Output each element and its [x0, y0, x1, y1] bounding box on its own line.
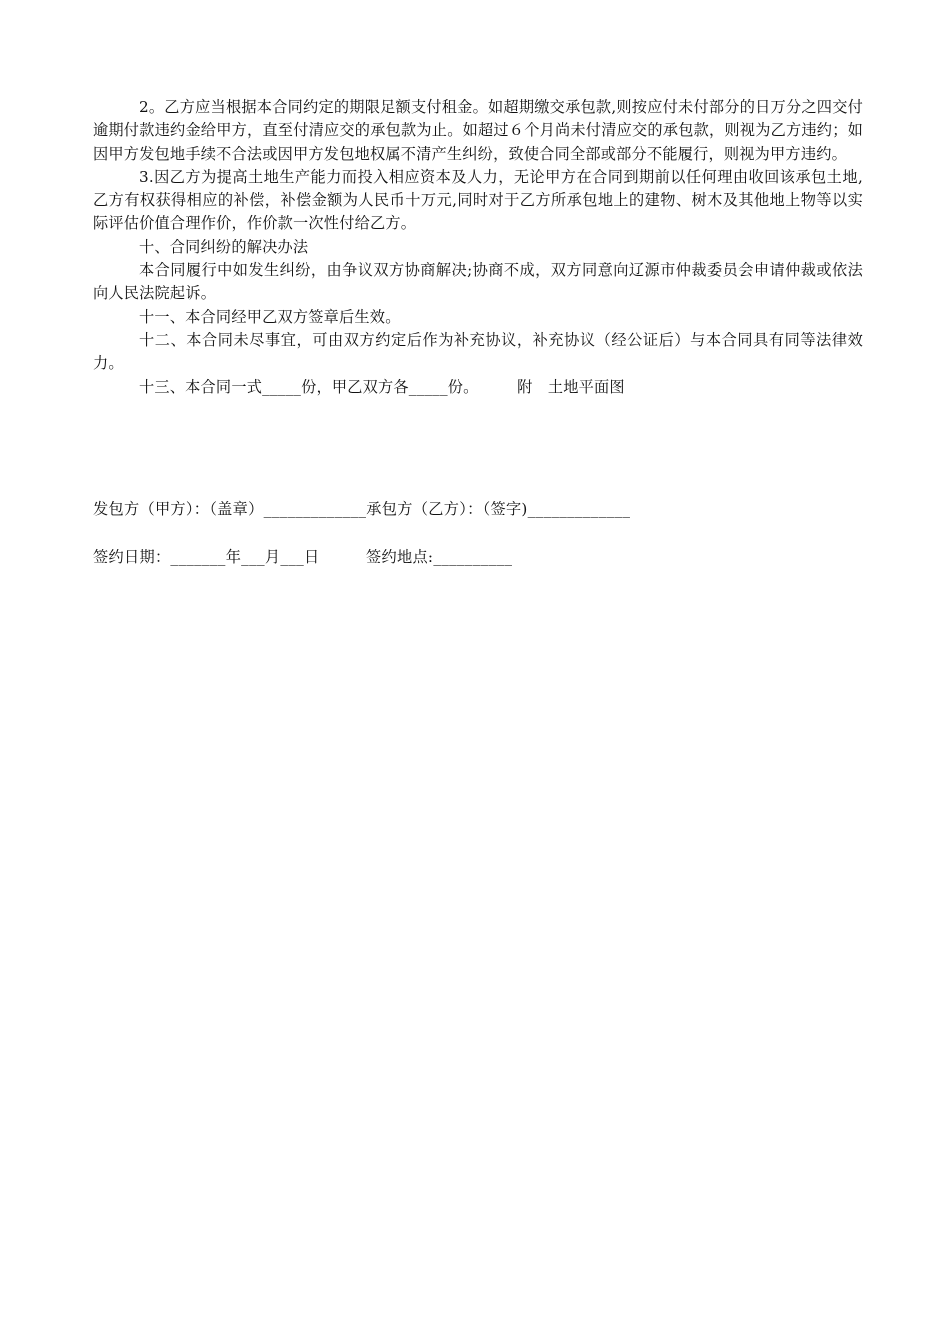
party-signature-line: 发包方（甲方）：（盖章）_____________承包方（乙方）：（签字)_____________ [93, 500, 631, 518]
section-10-heading: 十、合同纠纷的解决办法 [139, 237, 309, 256]
clause-3-compensation: 3.因乙方为提高土地生产能力而投入相应资本及人力，无论甲方在合同到期前以任何理由收回该承包土地,乙方有权获得相应的补偿，补偿金额为人民币十万元,同时对于乙方所承包地上的建物、树木及其他地上物等以实际评估价值合理作价，作价款一次性付给乙方。 [93, 167, 863, 233]
section-13: 十三、本合同一式_____份，甲乙双方各_____份。 附 土地平面图 [139, 377, 625, 396]
contract-body [93, 96, 863, 399]
clause-2-payment: 2。乙方应当根据本合同约定的期限足额支付租金。如超期缴交承包款,则按应付未付部分的日万分之四交付逾期付款违约金给甲方，直至付清应交的承包款为止。如超过６个月尚未付清应交的承包款，则视为乙方违约；如因甲方发包地手续不合法或因甲方发包地权属不清产生纠纷，致使合同全部或部分不能履行，则视为甲方违约。 [93, 98, 863, 163]
signature-block [93, 498, 863, 569]
section-10-text: 本合同履行中如发生纠纷，由争议双方协商解决;协商不成，双方同意向辽源市仲裁委员会申请仲裁或依法向人民法院起诉。 [93, 261, 863, 303]
section-12: 十二、本合同未尽事宜，可由双方约定后作为补充协议，补充协议（经公证后）与本合同具有同等法律效力。 [93, 330, 863, 373]
section-11: 十一、本合同经甲乙双方签章后生效。 [139, 307, 401, 326]
signing-date-location-line: 签约日期：_______年___月___日 签约地点:__________ [93, 548, 513, 566]
